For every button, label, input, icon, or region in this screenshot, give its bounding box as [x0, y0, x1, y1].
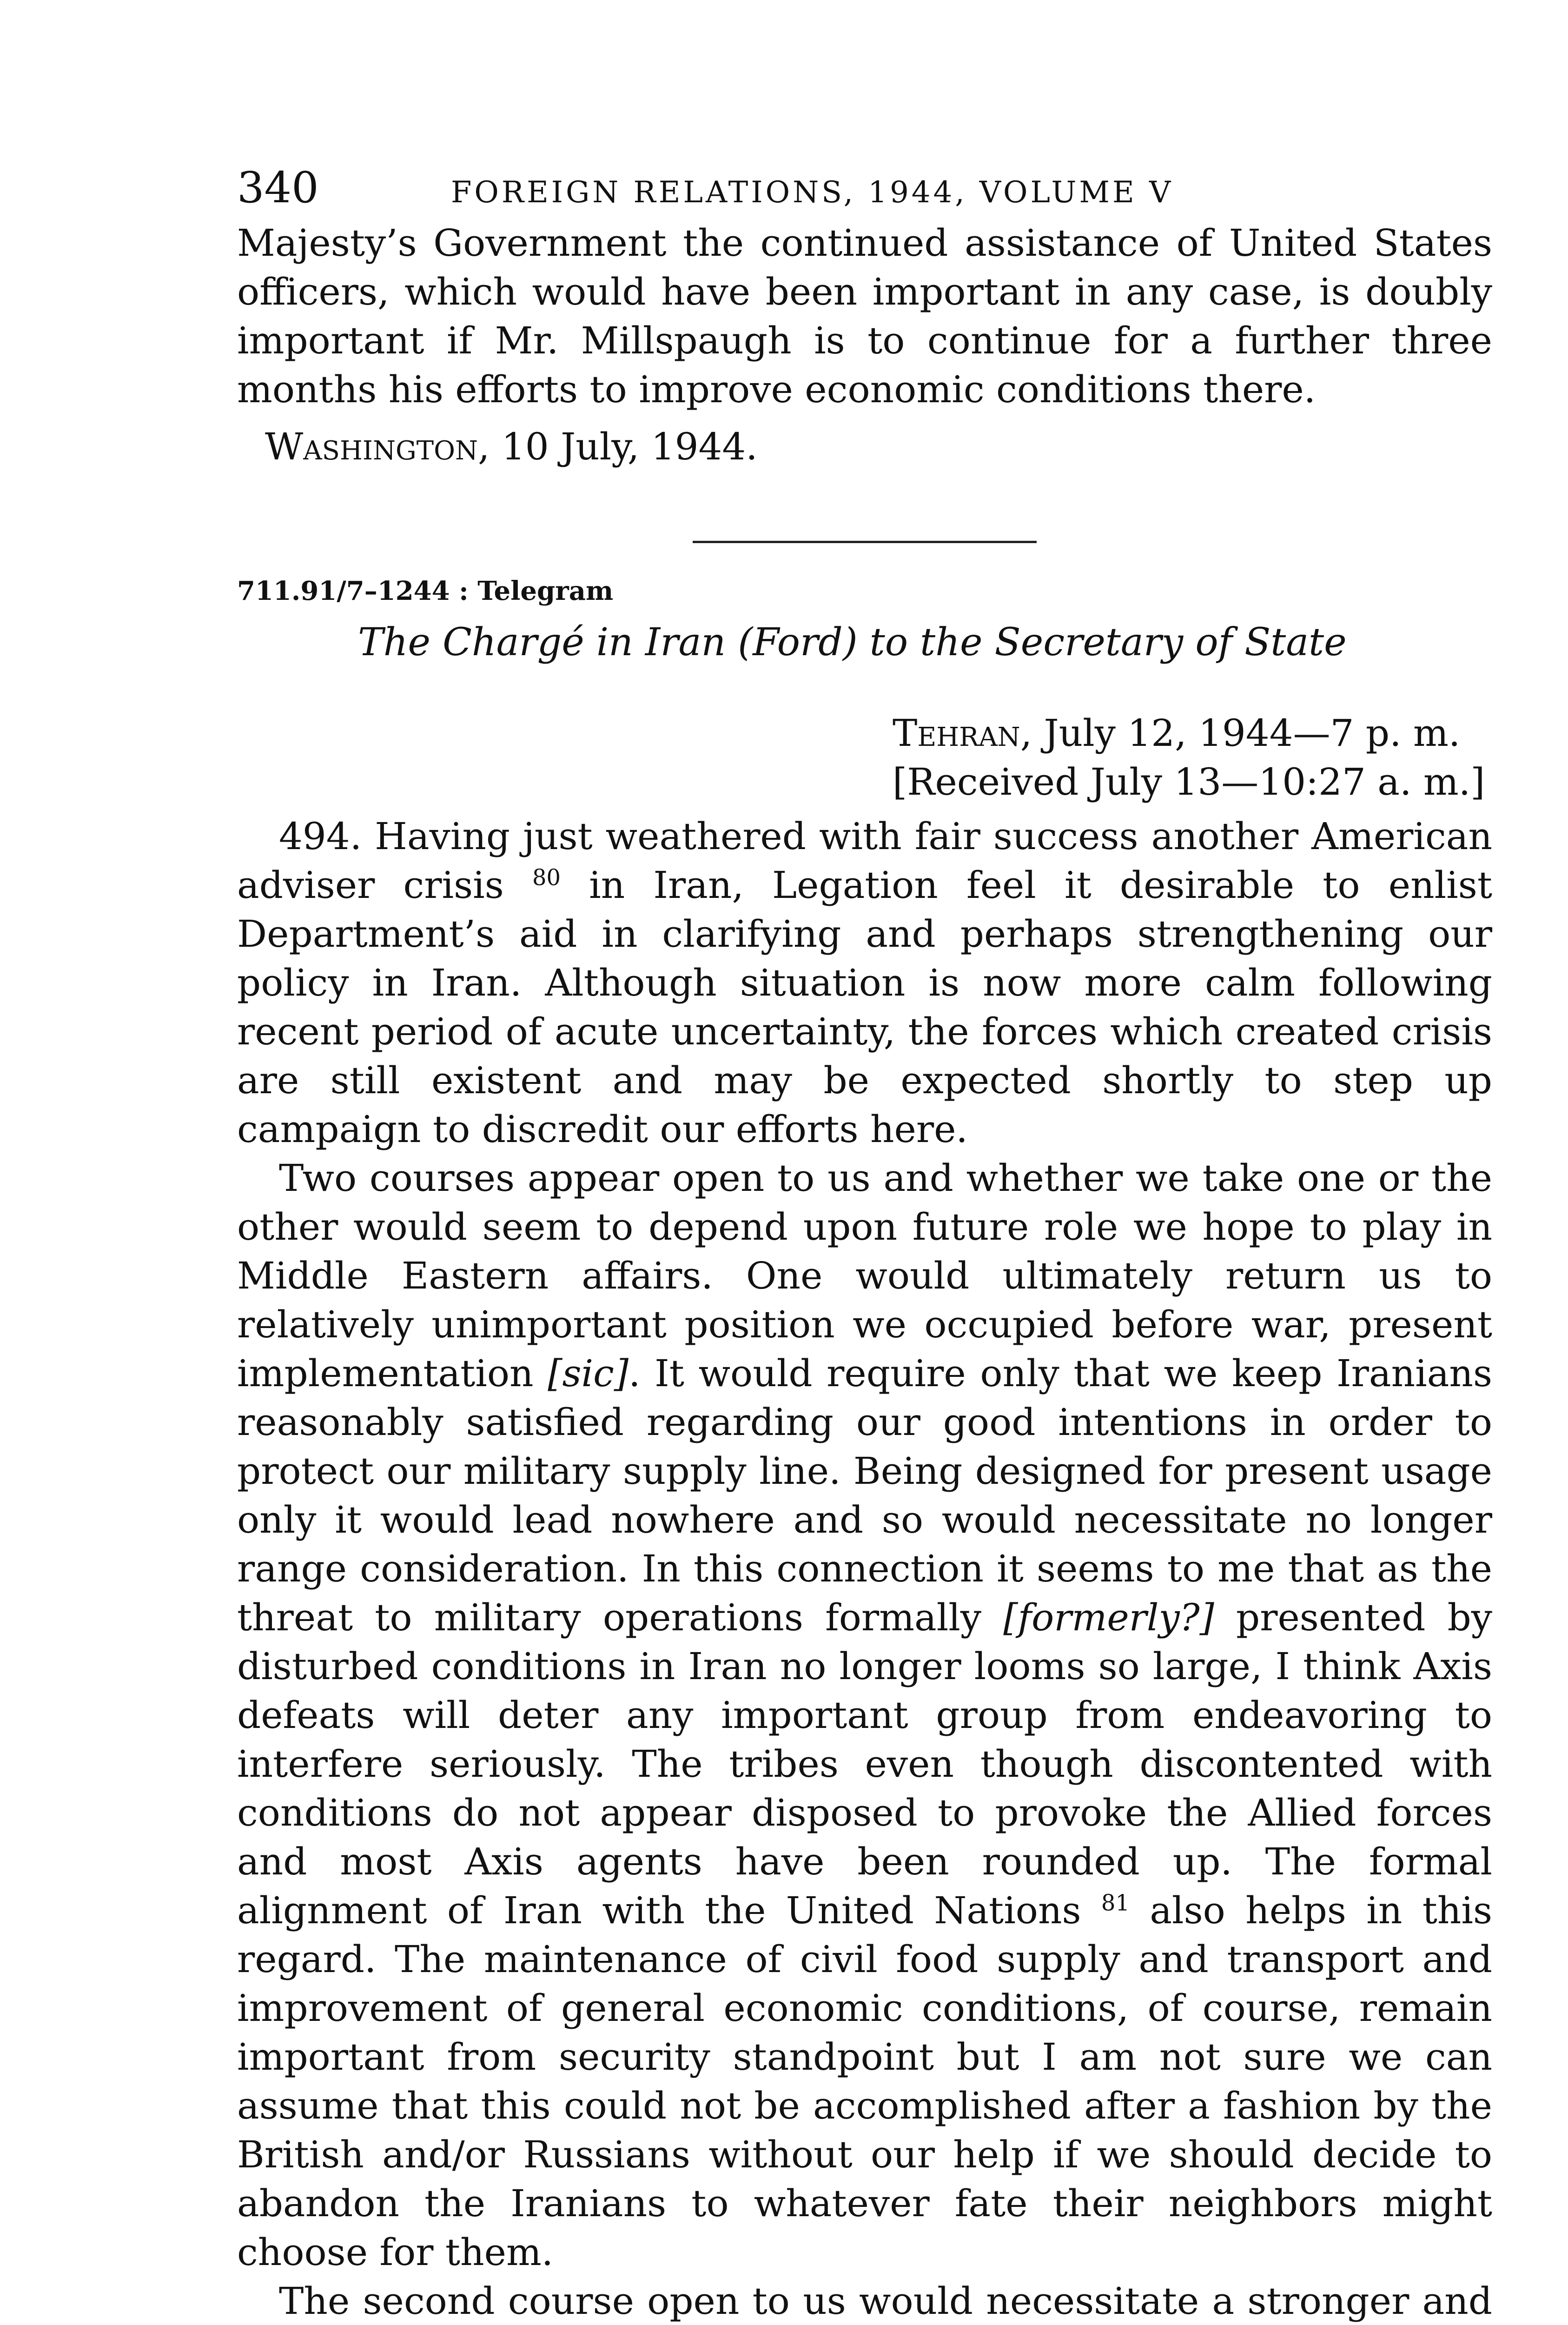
paragraph-2-part-d: also helps in this regard. The maintenance of civil food supply and transport and improvement of general economic conditions, of course, remain important from security standpoint but I am not sure we can assume that this could not be accomplished after a fashion by the British and/or Russians without our help if we should decide to abandon the Iranians to whatever fate their neighbors might choose for them. — [237, 1889, 1493, 2274]
dateline-place: Tehran — [893, 711, 1020, 755]
dateline-date: , July 12, 1944—7 p. m. — [1020, 711, 1461, 755]
place-name: Washington — [265, 425, 478, 468]
footnote-ref-80: 80 — [532, 864, 561, 891]
paragraph-2 — [237, 1154, 1492, 2277]
paragraph-1 — [237, 812, 1492, 1154]
page-number: 340 — [237, 163, 319, 213]
paragraph-1-part-b: in Iran, Legation feel it desirable to enlist Department’s aid in clarifying and perhaps strengthening our policy in Iran. Although situation is now more calm following recent period of acute uncertainty, the forces which created crisis are still existent and may be expected shortly to step up campaign to discredit our efforts here. — [237, 864, 1492, 1151]
signature-place-date — [237, 422, 1492, 471]
paragraph-1-part-a: 494. Having just weathered with fair success another American adviser crisis — [237, 815, 1492, 907]
section-divider — [693, 541, 1037, 543]
continuation-block — [237, 219, 1492, 471]
place-date: , 10 July, 1944. — [477, 425, 758, 468]
footnote-ref-81: 81 — [1101, 1890, 1130, 1916]
sic-note: [sic] — [548, 1352, 629, 1395]
document-heading: The Chargé in Iran (Ford) to the Secretary of State — [358, 620, 1347, 664]
page-header — [237, 163, 1492, 219]
document-page — [237, 163, 1492, 2325]
dateline-sent — [893, 709, 1492, 757]
paragraph-2-part-b: . It would require only that we keep Iranians reasonably satisfied regarding our good intentions in order to protect our military supply line. Being designed for present usage only it would lead nowhere and so would necessitate no longer range consideration. In this connection it seems to me that as the threat to military operations formally — [237, 1352, 1493, 1639]
continuation-paragraph: Majesty’s Government the continued assistance of United States officers, which would have been important in any case, is doubly important if Mr. Millspaugh is to continue for a further three months his efforts to improve economic conditions there. — [237, 221, 1492, 411]
paragraph-2-part-c: presented by disturbed conditions in Iran no longer looms so large, I think Axis defeats will deter any important group from endeavoring to interfere seriously. The tribes even though discontented with conditions do not appear disposed to provoke the Allied forces and most Axis agents have been rounded up. The formal alignment of Iran with the United Nations — [237, 1596, 1492, 1932]
dateline-received: [Received July 13—10:27 a. m.] — [893, 760, 1485, 804]
formerly-note: [formerly?] — [1003, 1596, 1214, 1639]
dateline — [893, 709, 1492, 806]
file-reference: 711.91/7–1244 : Telegram — [237, 576, 614, 606]
paragraph-3: The second course open to us would necessitate a stronger and — [279, 2279, 1492, 2323]
telegram-body — [237, 812, 1492, 2325]
running-title: FOREIGN RELATIONS, 1944, VOLUME V — [451, 175, 1174, 210]
paragraph-2-part-a: Two courses appear open to us and whether we take one or the other would seem to depend upon future role we hope to play in Middle Eastern affairs. One would ultimately return us to relatively unimportant position we occupied before war, present implementation — [237, 1156, 1492, 1395]
